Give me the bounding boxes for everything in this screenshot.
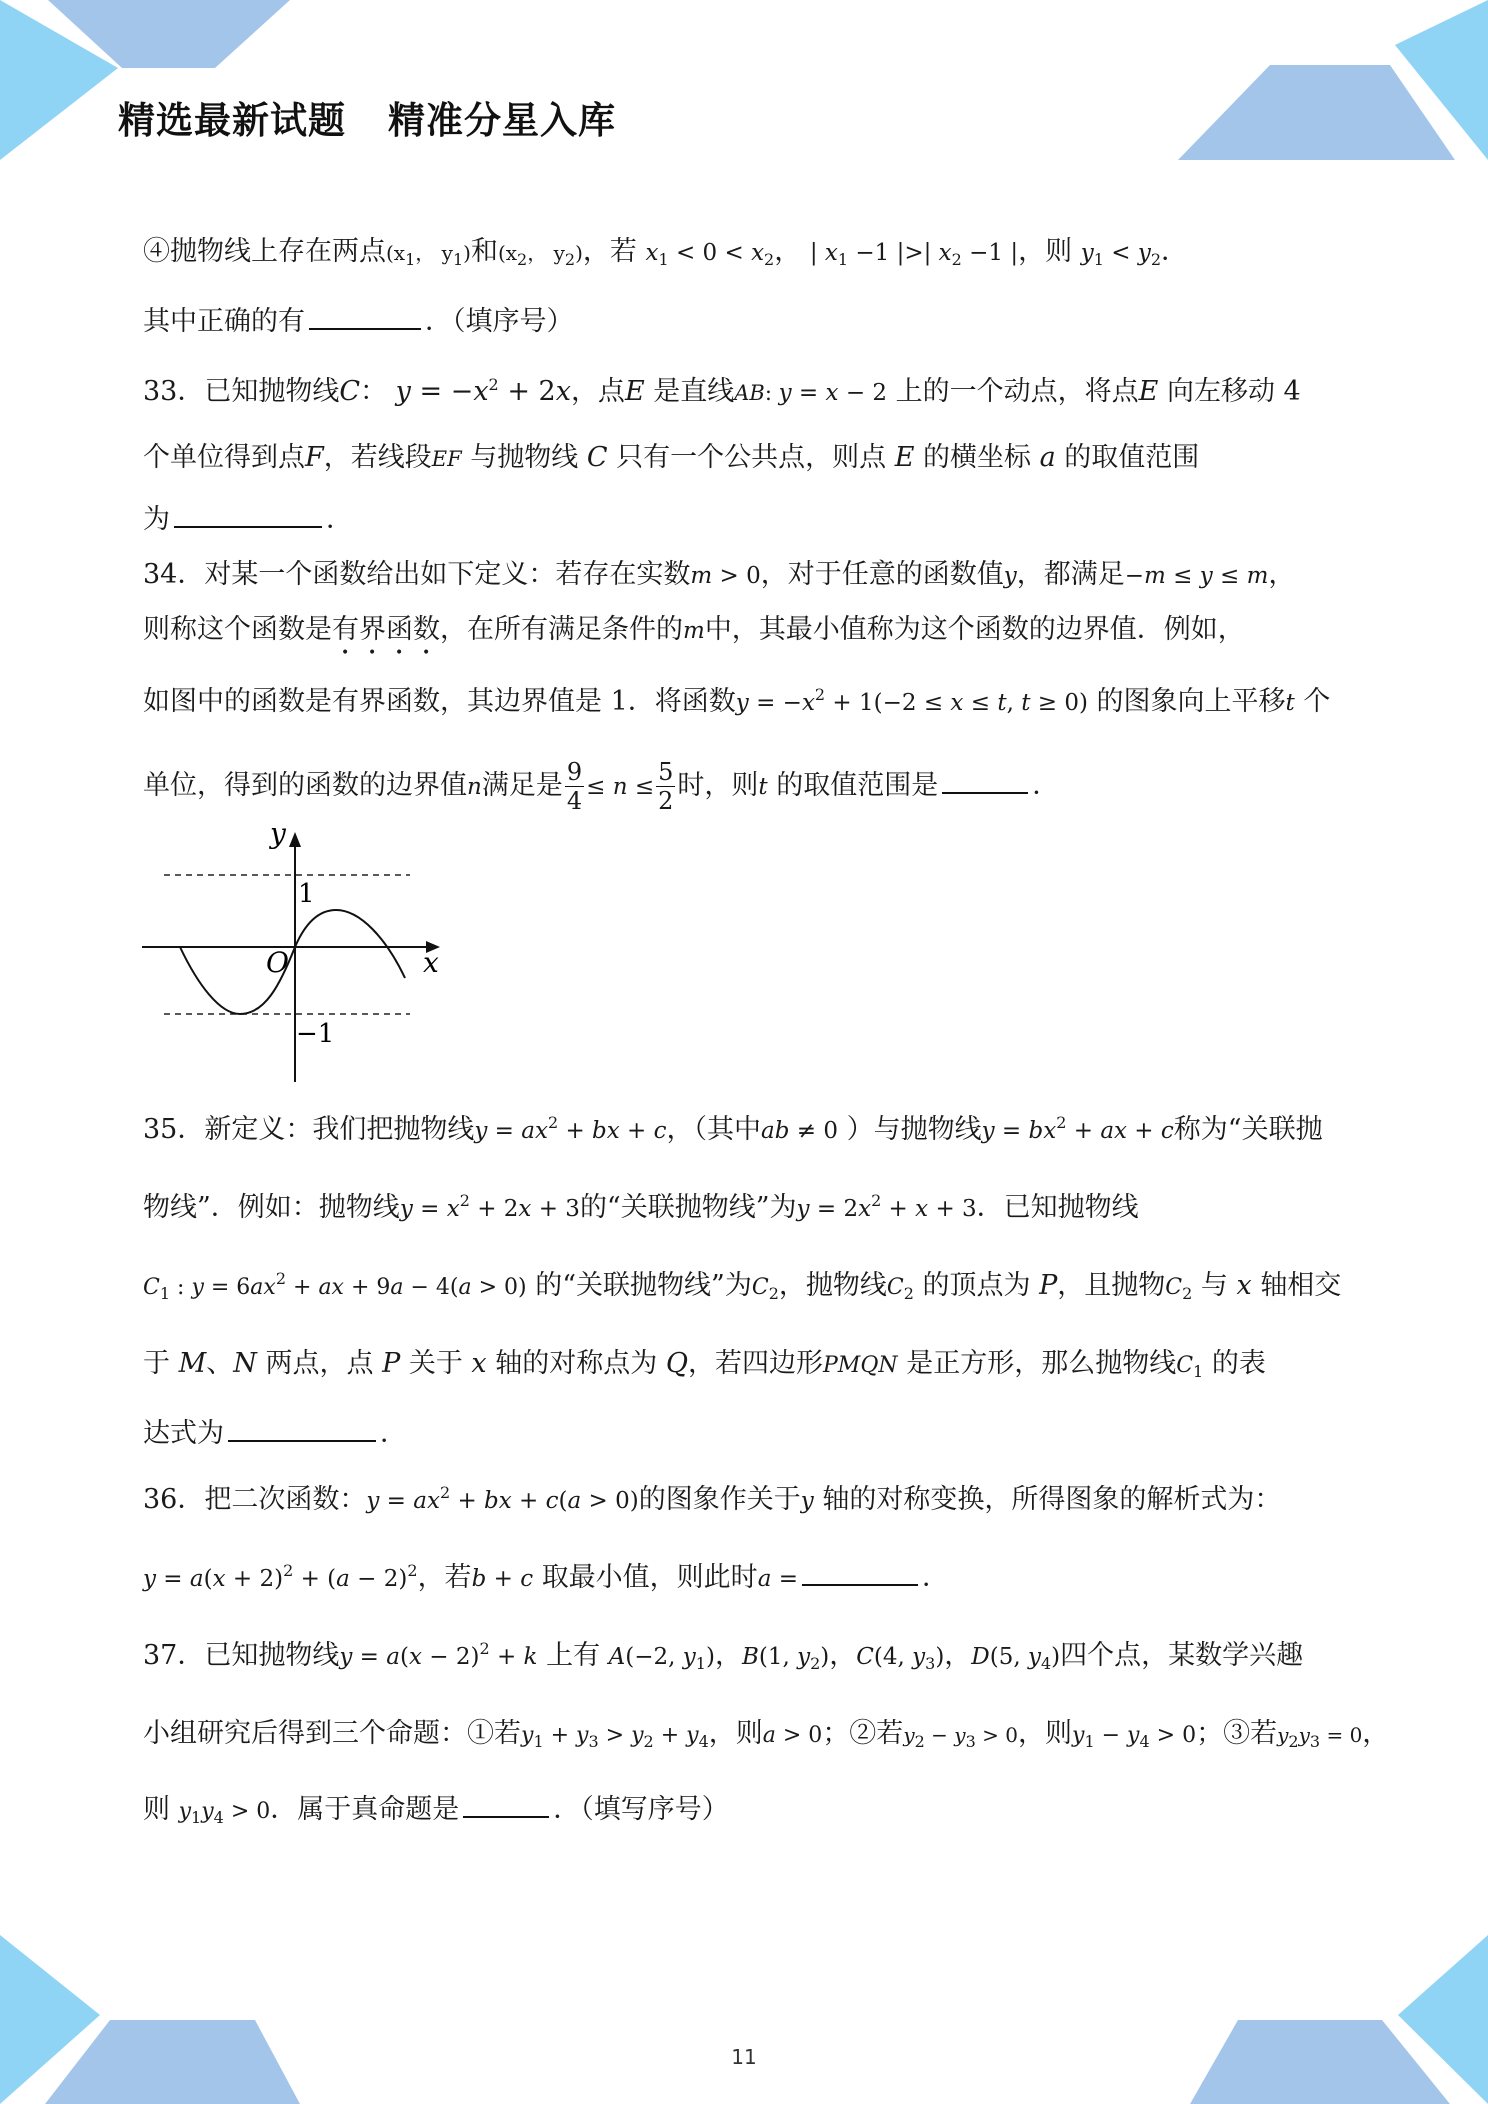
text: ，: [829, 1640, 857, 1671]
text: ．已知抛物线: [976, 1192, 1139, 1223]
text: ，: [1268, 559, 1296, 590]
text: ，: [714, 1640, 742, 1671]
text: 是直线: [653, 376, 735, 407]
header-title: [118, 90, 616, 144]
text: 其中正确的有: [143, 306, 305, 337]
text: ，: [774, 236, 802, 267]
text: ，则: [708, 1718, 763, 1749]
text: 的“关联抛物线”为: [535, 1270, 752, 1301]
text: ，则: [1018, 1718, 1072, 1749]
question-35-line-2: 物线”．例如：抛物线$y = x^2 + 2x + 3$的“关联抛物线”为$y = 2x^2 + x + 3$．已知抛物线: [143, 1191, 1139, 1223]
text: ，抛物线: [778, 1270, 887, 1301]
text: 的顶点为: [922, 1270, 1031, 1301]
text: 、: [206, 1348, 234, 1379]
text: 为: [143, 504, 170, 535]
text: ：: [360, 376, 388, 407]
text: 个单位得到点: [143, 442, 305, 473]
answer-blank[interactable]: [802, 1558, 918, 1586]
text: 则称这个函数是: [143, 614, 332, 645]
text: ．（填写序号）: [553, 1794, 729, 1825]
text: 时，则: [677, 770, 759, 801]
text: (x: [497, 241, 518, 265]
text: 中，其最小值称为这个函数的边界值．例如，: [704, 614, 1245, 645]
text: 的图象向上平移: [1096, 686, 1286, 717]
text: ，: [944, 1640, 972, 1671]
text: 的“关联抛物线”为: [579, 1192, 797, 1223]
text: ．: [380, 1418, 407, 1449]
text: 的取值范围是: [776, 770, 939, 801]
question-34-line-2: 则称这个函数是有界函数，在所有满足条件的m中，其最小值称为这个函数的边界值．例如，: [143, 614, 1245, 645]
text: 上的一个动点，将点: [895, 376, 1139, 407]
text: 是正方形，那么抛物线: [906, 1348, 1177, 1379]
text: ，若: [582, 236, 637, 267]
text: 个: [1303, 686, 1331, 717]
bounded-function-graph: [140, 820, 460, 1090]
question-35-line-3: $C_1$ : $y = 6ax^2$ + ax + 9a − 4(a > 0) 的“关联抛物线”为$C_2$，抛物线$C_2$ 的顶点为 P，且抛物$C_2$ 与 x 轴相交: [143, 1269, 1342, 1303]
y-axis-label: y: [270, 820, 286, 850]
question-37-line-3: 则 $y_1y_4 > 0$．属于真命题是 ．（填写序号）: [143, 1790, 729, 1832]
text: 于: [143, 1348, 170, 1379]
text: ；②若: [822, 1718, 904, 1749]
text: 称为“关联抛: [1173, 1114, 1323, 1145]
question-35-line-5: [143, 1414, 407, 1454]
header-title-left: 精选最新试题: [118, 99, 346, 142]
question-37-line-1: 37．已知抛物线$y = a(x - 2)^2 + k$ 上有 A(−2, $y_1$)，B(1, $y_2$)，C(4, $y_3$)，D(5, $y_4$)四个点，某数学兴趣: [143, 1639, 1304, 1673]
text: 小组研究后得到三个命题：①若: [143, 1718, 521, 1749]
text: 单位，得到的函数的边界值: [143, 770, 467, 801]
page-number: 11: [731, 2045, 757, 2069]
text: 与抛物线: [470, 442, 579, 473]
text: ．: [922, 1562, 949, 1593]
text: 轴的对称变换，所得图象的解析式为：: [822, 1484, 1282, 1515]
text: ， y: [415, 241, 453, 265]
question-35-line-4: 于 M、N 两点，点 P 关于 x 轴的对称点为 Q，若四边形PMQN 是正方形，那么抛物线$C_1$ 的表: [143, 1348, 1266, 1381]
text: 取最小值，则此时: [541, 1562, 758, 1593]
text: ，点: [570, 376, 625, 407]
text: ， y: [527, 241, 565, 265]
question-33-line-2: 个单位得到点F，若线段EF 与抛物线 C 只有一个公共点，则点 E 的横坐标 a 的取值范围: [143, 442, 1200, 473]
text: 如图中的函数是有界函数，其边界值是 1．将函数: [143, 686, 736, 717]
text: 34．对某一个函数给出如下定义：若存在实数: [143, 559, 691, 590]
text: 满足是: [481, 770, 563, 801]
upper-mark-label: 1: [298, 879, 315, 909]
text: ）与抛物线: [846, 1114, 982, 1145]
text: 的取值范围: [1064, 442, 1200, 473]
text: ；③若: [1196, 1718, 1278, 1749]
question-34-line-3: 如图中的函数是有界函数，其边界值是 1．将函数$y = -x^2 + 1(-2 \le x \le t$, t ≥ 0) 的图象向上平移t 个: [143, 685, 1331, 717]
text: ，且抛物: [1057, 1270, 1166, 1301]
question-34-line-1: 34．对某一个函数给出如下定义：若存在实数m > 0，对于任意的函数值y，都满足−m ≤ y ≤ m，: [143, 559, 1296, 590]
emphasized-term: 有界函数: [332, 614, 440, 645]
text: ④抛物线上存在两点: [143, 236, 386, 267]
question-33-line-1: 33．已知抛物线C： $y = -x^2 + 2x$，点E 是直线AB: y = x − 2 上的一个动点，将点E 向左移动 4: [143, 375, 1301, 407]
answer-blank[interactable]: [463, 1790, 549, 1818]
question-36-line-2: $y = a(x + 2)^2 + (a - 2)^2$，若b + c 取最小值，则此时a = ．: [143, 1558, 949, 1599]
function-curve: [180, 910, 405, 1014]
lower-mark-label: −1: [296, 1019, 335, 1049]
text: 两点，点: [265, 1348, 374, 1379]
text: ，若线段: [323, 442, 432, 473]
text: 和: [470, 236, 498, 267]
text: 33．已知抛物线: [143, 376, 340, 407]
question-36-line-1: 36．把二次函数：$y = ax^2$ + bx + c(a > 0)的图象作关于y 轴的对称变换，所得图象的解析式为：: [143, 1483, 1282, 1515]
text: ，则: [1018, 236, 1073, 267]
answer-blank[interactable]: [309, 302, 421, 330]
text: 只有一个公共点，则点: [616, 442, 887, 473]
text: 35．新定义：我们把抛物线: [143, 1114, 475, 1145]
text: 上有: [546, 1640, 601, 1671]
question-32-answer: [143, 302, 574, 342]
text: 的表: [1211, 1348, 1266, 1379]
text: 与: [1200, 1270, 1228, 1301]
text: ，若: [417, 1562, 472, 1593]
question-33-line-3: [143, 500, 353, 540]
text: 的图象作关于: [638, 1484, 801, 1515]
text: 关于: [408, 1348, 463, 1379]
text: 轴的对称点为: [495, 1348, 658, 1379]
text: ，若四边形: [687, 1348, 823, 1379]
text: ．: [326, 504, 353, 535]
text: (x: [386, 241, 406, 265]
text: ，对于任意的函数值: [760, 559, 1004, 590]
text: 达式为: [143, 1418, 224, 1449]
answer-blank[interactable]: [174, 500, 322, 528]
text: ，（其中: [666, 1114, 762, 1145]
text: 则: [143, 1794, 170, 1825]
text: 轴相交: [1260, 1270, 1342, 1301]
text: 四个点，某数学兴趣: [1060, 1640, 1304, 1671]
text: ): [463, 241, 471, 265]
x-axis-label: x: [423, 946, 439, 979]
text: ．属于真命题是: [270, 1794, 460, 1825]
text: ，都满足: [1016, 559, 1125, 590]
question-35-line-1: 35．新定义：我们把抛物线$y = ax^2$ + bx + c，（其中ab ≠ 0 ）与抛物线$y = bx^2$ + ax + c称为“关联抛: [143, 1113, 1323, 1145]
question-37-line-2: 小组研究后得到三个命题：①若$y_1 + y_3 > y_2 + y_4$，则a > 0；②若$y_2 - y_3 > 0$，则$y_1 - y_4 > 0$；③若$y_2y_3 = 0$，: [143, 1718, 1390, 1751]
text: ): [575, 241, 583, 265]
question-32-item-4: ④抛物线上存在两点($x_1$， $y_1$)和($x_2$， $y_2$)，若 $x_1 < 0 < x_2$， | $x_1 -1$ |>| $x_2 -1$ |，则 $y_1 < y_2$．: [143, 236, 1188, 269]
header-title-right: 精准分星入库: [388, 99, 616, 142]
text: ，: [1362, 1718, 1390, 1749]
text: 向左移动 4: [1166, 376, 1301, 407]
text: ，在所有满足条件的: [440, 614, 683, 645]
text: ．: [1032, 770, 1060, 801]
question-34-line-4: 单位，得到的函数的边界值n满足是 $\frac{9}{4}$ ≤ n ≤ $\frac{5}{2}$ 时，则t 的取值范围是 ．: [143, 758, 1060, 815]
text: ．（填序号）: [425, 306, 574, 337]
text: 物线”．例如：抛物线: [143, 1192, 400, 1223]
answer-blank[interactable]: [942, 766, 1028, 794]
y-axis-arrow: [289, 832, 301, 847]
answer-blank[interactable]: [228, 1414, 376, 1442]
text: 37．已知抛物线: [143, 1640, 340, 1671]
text: 36．把二次函数：: [143, 1484, 367, 1515]
text: 的横坐标: [923, 442, 1031, 473]
origin-label: O: [266, 946, 289, 979]
